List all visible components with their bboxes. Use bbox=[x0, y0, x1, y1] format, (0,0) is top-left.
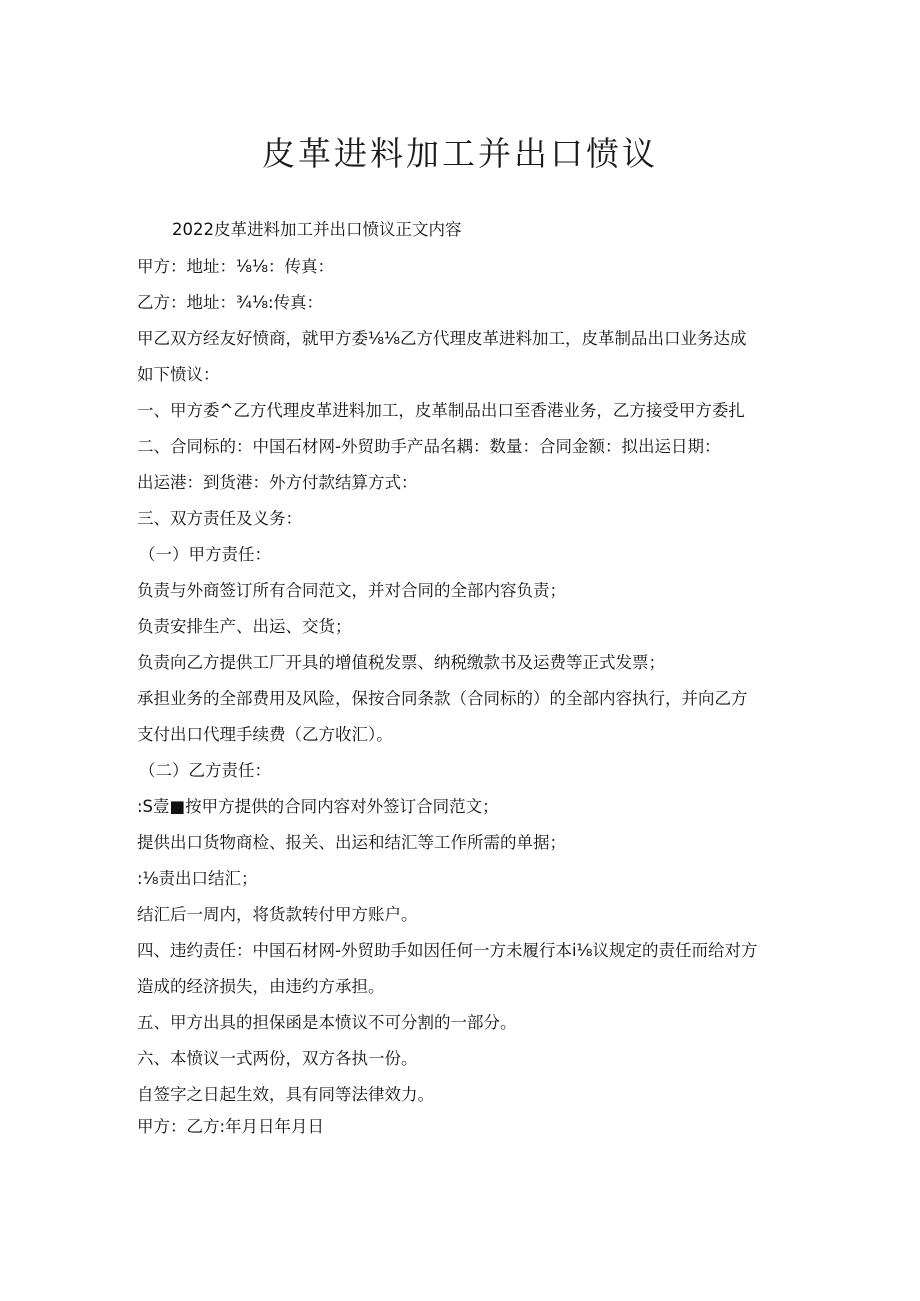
clause-two-line-1: 二、合同标的：中国石材网-外贸助手产品名耦：数量：合同金额：拟出运日期： bbox=[137, 437, 721, 456]
party-b-duty-3: :⅛责出口结汇； bbox=[137, 869, 258, 888]
intro-paragraph-line-2: 如下愤议： bbox=[137, 365, 220, 384]
party-a-duty-2: 负责安排生产、出运、交货； bbox=[137, 617, 352, 636]
clause-five: 五、甲方出具的担保函是本愤议不可分割的一部分。 bbox=[137, 1013, 517, 1032]
document-subtitle: 2022皮革进料加工并出口愤议正文内容 bbox=[172, 220, 462, 239]
party-b-duty-2: 提供出口货物商检、报关、出运和结汇等工作所需的单据； bbox=[137, 833, 566, 852]
signature-line: 甲方：乙方:年月日年月日 bbox=[137, 1117, 325, 1136]
clause-four-line-1: 四、违约责任：中国石材网-外贸助手如因任何一方未履行本i⅛议规定的责任而给对方 bbox=[137, 941, 758, 960]
clause-two-line-2: 出运港：到货港：外方付款结算方式： bbox=[137, 473, 418, 492]
party-a-duty-3: 负责向乙方提供工厂开具的增值税发票、纳税缴款书及运费等正式发票； bbox=[137, 653, 665, 672]
document-title: 皮革进料加工并出口愤议 bbox=[262, 134, 658, 173]
party-a-duty-1: 负责与外商签订所有合同范文，并对合同的全部内容负责； bbox=[137, 581, 566, 600]
party-b-info: 乙方：地址：¾⅛:传真： bbox=[137, 293, 324, 312]
intro-paragraph-line-1: 甲乙双方经友好愤商，就甲方委⅛⅛乙方代理皮革进料加工，皮革制品出口业务达成 bbox=[137, 329, 747, 348]
party-b-duties-heading: （二）乙方责任： bbox=[139, 761, 271, 780]
party-a-duty-4-line-2: 支付出口代理手续费（乙方收汇）。 bbox=[137, 725, 393, 744]
party-a-duties-heading: （一）甲方责任： bbox=[139, 545, 271, 564]
clause-four-line-2: 造成的经济损失，由违约方承担。 bbox=[137, 977, 385, 996]
party-a-info: 甲方：地址：⅛⅛：传真： bbox=[137, 257, 334, 276]
clause-three-heading: 三、双方责任及义务： bbox=[137, 509, 302, 528]
clause-one: 一、甲方委^乙方代理皮革进料加工，皮革制品出口至香港业务，乙方接受甲方委扎 bbox=[137, 401, 745, 420]
party-b-duty-1: :S壹■按甲方提供的合同内容对外签订合同范文； bbox=[137, 797, 499, 816]
party-a-duty-4-line-1: 承担业务的全部费用及风险，保按合同条款（合同标的）的全部内容执行，并向乙方 bbox=[137, 689, 748, 708]
clause-six: 六、本愤议一式两份，双方各执一份。 bbox=[137, 1049, 418, 1068]
effective-clause: 自签字之日起生效，具有同等法律效力。 bbox=[137, 1085, 434, 1104]
party-b-duty-4: 结汇后一周内，将货款转付甲方账户。 bbox=[137, 905, 418, 924]
